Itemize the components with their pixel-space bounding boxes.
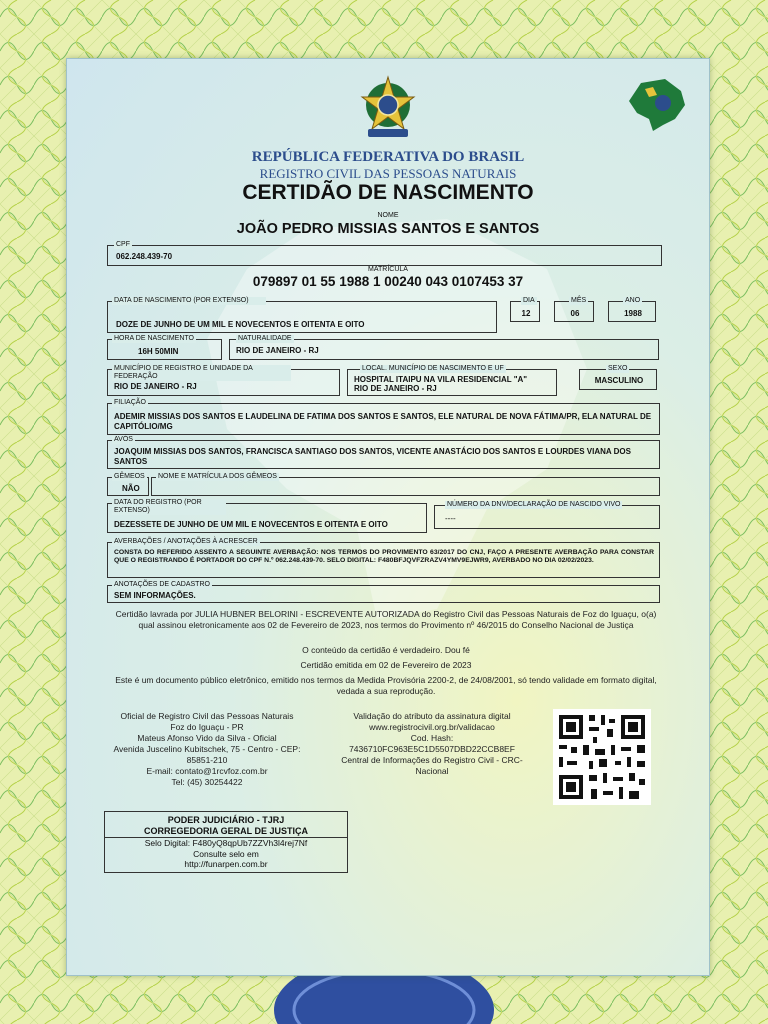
gemeos-value: NÃO xyxy=(122,484,140,493)
municipio-value: RIO DE JANEIRO - RJ xyxy=(114,382,197,391)
birth-date-box xyxy=(107,297,497,333)
averbacoes-text: CONSTA DO REFERIDO ASSENTO A SEGUINTE AVERBAÇÃO: NOS TERMOS DO PROVIMENTO 63/2017 DO CNJ, FAÇO A PRESENTE AVERBAÇÃO PARA CONSTAR QUE O REGISTRANDO É PORTADOR DO CPF N.º 062.248.439-70. SELO DIGITAL: F480BFJQVFZRAZV4YMV9EJWR9, AVERBADO NO DIA 02/02/2023. xyxy=(114,549,654,564)
cpf-value: 062.248.439-70 xyxy=(116,252,173,261)
naturalidade-label: NATURALIDADE xyxy=(238,335,292,342)
office-line: Avenida Juscelino Kubitschek, 75 - Centro - CEP: xyxy=(113,744,301,754)
office-line: 85851-210 xyxy=(186,755,228,765)
validation-line: Validação do atributo da assinatura digital xyxy=(353,711,511,721)
cpf-box xyxy=(107,241,662,266)
filiacao-text: ADEMIR MISSIAS DOS SANTOS E LAUDELINA DE FATIMA DOS SANTOS E SANTOS, ELE NATURAL DE NOVA FÁTIMA/PR, ELA NATURAL DE CAPITÓLIO/MG xyxy=(114,412,652,431)
judicial-seal-box xyxy=(104,811,348,873)
naturalidade-box xyxy=(229,335,659,360)
certification-issued: Certidão emitida em 02 de Fevereiro de 2023 xyxy=(300,660,472,670)
validation-link[interactable]: www.registrocivil.org.br/validacao xyxy=(369,722,495,732)
avos-text: JOAQUIM MISSIAS DOS SANTOS, FRANCISCA SANTIAGO DOS SANTOS, VICENTE ANASTÁCIO DOS SANTOS E LOURDES VIANA DOS SANTOS xyxy=(114,447,631,466)
day-label: DIA xyxy=(523,297,535,304)
registro-date-label: DATA DO REGISTRO (POR EXTENSO) xyxy=(112,499,226,515)
birth-time-value: 16H 50MIN xyxy=(138,347,179,356)
year-box xyxy=(608,297,656,322)
validation-line: Nacional xyxy=(415,766,449,776)
office-email[interactable]: E-mail: contato@1rcvfoz.com.br xyxy=(146,766,268,776)
gemeos-box xyxy=(107,473,149,496)
office-line: Foz do Iguaçu - PR xyxy=(170,722,244,732)
cadastro-label: ANOTAÇÕES DE CADASTRO xyxy=(114,581,210,588)
office-line: Mateus Afonso Vido da Silva - Oficial xyxy=(137,733,277,743)
avos-box xyxy=(107,436,660,469)
republic-header: REPÚBLICA FEDERATIVA DO BRASIL xyxy=(251,149,525,165)
page-title: CERTIDÃO DE NASCIMENTO xyxy=(242,181,534,204)
local-line1: HOSPITAL ITAIPU NA VILA RESIDENCIAL "A" xyxy=(354,375,528,384)
validation-hash: 7436710FC963E5C1D5507DBD22CCB8EF xyxy=(349,744,515,754)
registro-date-text: DEZESSETE DE JUNHO DE UM MIL E NOVECENTOS E OITENTA E OITO xyxy=(114,520,388,529)
certification-truth: O conteúdo da certidão é verdadeiro. Dou fé xyxy=(302,645,470,655)
sexo-label: SEXO xyxy=(608,365,628,372)
seal-line-1: PODER JUDICIÁRIO - TJRJ xyxy=(167,815,285,825)
certificate-paper xyxy=(66,58,710,976)
office-info xyxy=(107,711,307,788)
month-box xyxy=(554,297,594,322)
office-phone: Tel: (45) 30254422 xyxy=(171,777,243,787)
birth-date-text: DOZE DE JUNHO DE UM MIL E NOVECENTOS E OITENTA E OITO xyxy=(116,320,365,329)
filiacao-label: FILIAÇÃO xyxy=(114,399,146,406)
averbacoes-box xyxy=(107,538,660,578)
cadastro-text: SEM INFORMAÇÕES. xyxy=(114,591,196,600)
gemeos-names-label: NOME E MATRÍCULA DOS GÊMEOS xyxy=(158,473,277,480)
naturalidade-value: RIO DE JANEIRO - RJ xyxy=(236,346,319,355)
validation-line: Cod. Hash: xyxy=(410,733,454,743)
birth-date-label: DATA DE NASCIMENTO (POR EXTENSO) xyxy=(112,297,266,305)
avos-label: AVÓS xyxy=(114,436,133,443)
dnv-value: ---- xyxy=(445,514,456,523)
seal-line-2: CORREGEDORIA GERAL DE JUSTIÇA xyxy=(143,826,309,836)
matricula-label: MATRÍCULA xyxy=(368,266,408,273)
cadastro-box xyxy=(107,581,660,603)
averbacoes-label: AVERBAÇÕES / ANOTAÇÕES À ACRESCER xyxy=(114,538,258,545)
seal-url[interactable]: http://funarpen.com.br xyxy=(184,859,268,869)
dnv-box xyxy=(434,501,660,529)
brazil-map-logo-icon xyxy=(623,75,689,133)
month-value: 06 xyxy=(570,309,580,318)
sexo-box xyxy=(579,365,657,390)
coat-of-arms-icon xyxy=(358,75,418,141)
gemeos-names-box xyxy=(151,473,660,496)
municipio-box xyxy=(107,365,340,396)
certification-text: Certidão lavrada por JULIA HUBNER BELORINI - ESCREVENTE AUTORIZADA do Registro Civil das Pessoas Naturais de Foz do Iguaçu, o(a) qual assinou eletronicamente aos 02 de Fevereiro de 2023, nos termos do Provimento nº 46/2015 do Conselho Nacional de Justiça xyxy=(115,609,657,630)
municipio-label: MUNICÍPIO DE REGISTRO E UNIDADE DA FEDERAÇÃO xyxy=(112,365,291,381)
local-label: LOCAL. MUNICÍPIO DE NASCIMENTO E UF xyxy=(362,365,504,372)
person-name: JOÃO PEDRO MISSIAS SANTOS E SANTOS xyxy=(236,221,540,237)
name-label: NOME xyxy=(377,212,399,219)
qr-code-icon[interactable] xyxy=(553,709,651,805)
office-line: Oficial de Registro Civil das Pessoas Naturais xyxy=(120,711,294,721)
month-label: MÊS xyxy=(571,297,587,304)
filiacao-box xyxy=(107,399,660,435)
local-line2: RIO DE JANEIRO - RJ xyxy=(354,384,437,393)
year-label: ANO xyxy=(625,297,641,304)
validation-line: Central de Informações do Registro Civil - CRC- xyxy=(341,755,523,765)
registry-header: REGISTRO CIVIL DAS PESSOAS NATURAIS xyxy=(259,166,517,181)
matricula-value: 079897 01 55 1988 1 00240 043 0107453 37 xyxy=(252,274,524,289)
certification-digital-note: Este é um documento público eletrônico, emitido nos termos da Medida Provisória 2200-2, de 24/08/2001, só tendo validade em formato digital, vedada a sua reprodução. xyxy=(115,675,657,696)
cpf-label: CPF xyxy=(116,241,130,248)
year-value: 1988 xyxy=(624,309,642,318)
birth-time-box xyxy=(107,335,222,360)
seal-consult: Consulte selo em xyxy=(193,849,259,859)
registro-date-box xyxy=(107,499,427,533)
day-value: 12 xyxy=(521,309,531,318)
validation-info xyxy=(325,711,539,777)
local-box xyxy=(347,365,557,396)
dnv-label: NÚMERO DA DNV/DECLARAÇÃO DE NASCIDO VIVO xyxy=(447,501,621,508)
sexo-value: MASCULINO xyxy=(594,376,644,385)
birth-time-label: HORA DE NASCIMENTO xyxy=(114,335,194,342)
day-box xyxy=(510,297,540,322)
gemeos-label: GÊMEOS xyxy=(114,473,145,480)
seal-digital: Selo Digital: F480yQ8qpUb7ZZVh3l4rej7Nf xyxy=(144,838,308,848)
